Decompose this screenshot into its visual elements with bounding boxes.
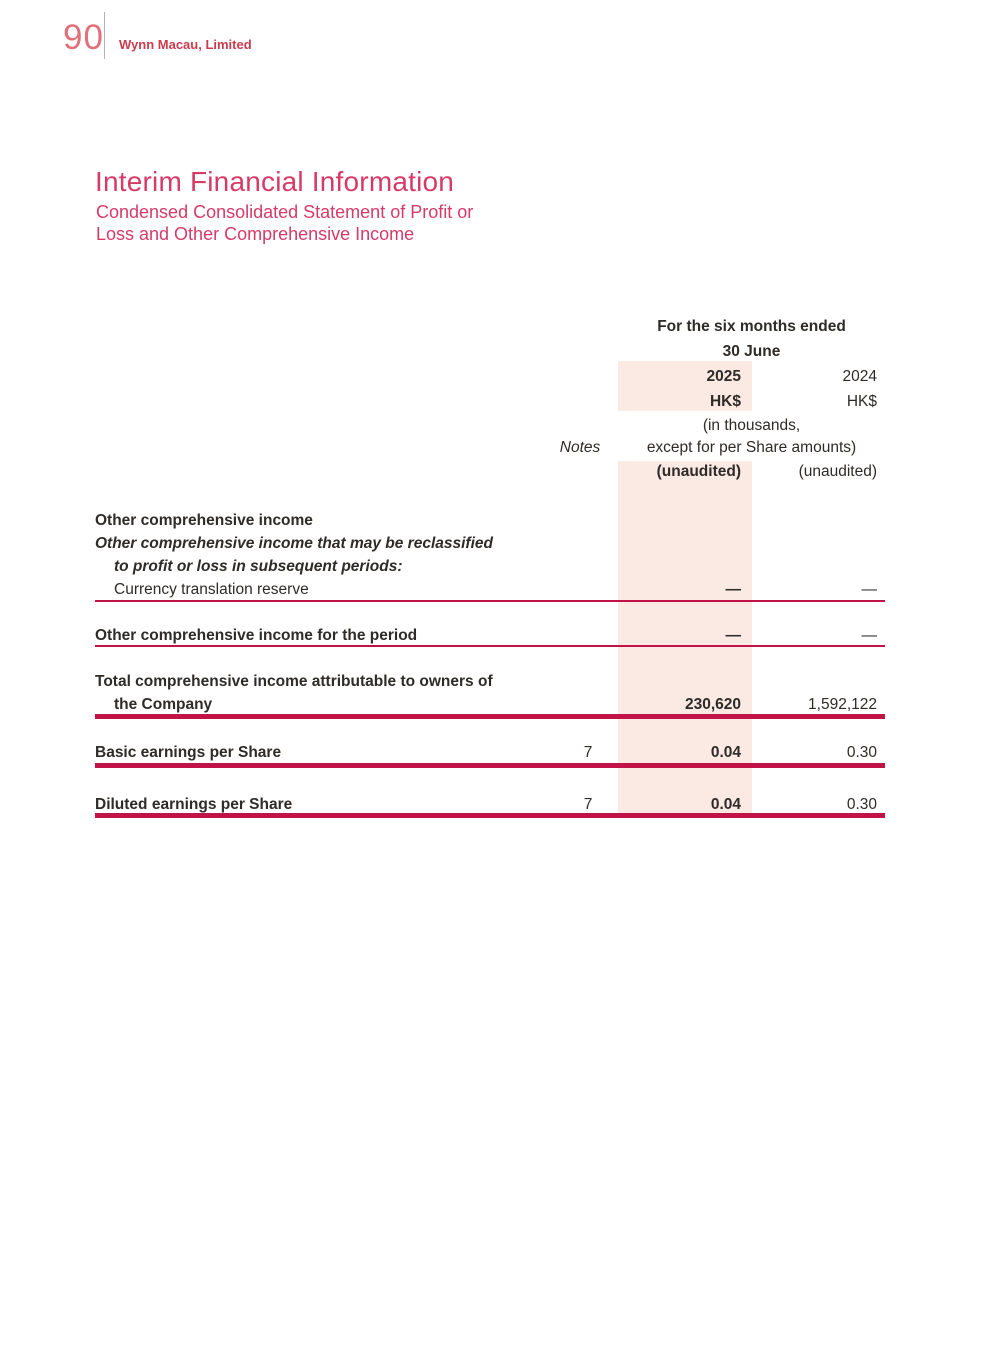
header-units-line2: except for per Share amounts) [646,439,857,456]
header-audit-2025: (unaudited) [656,463,741,480]
value-2024-basic-eps: 0.30 [846,744,877,761]
header-audit-2024: (unaudited) [798,463,877,480]
value-2025-basic-eps: 0.04 [710,744,741,761]
table-row [95,627,885,644]
rule-under-total-comprehensive [95,714,885,719]
header-currency-row [95,393,885,410]
table-row [95,581,885,598]
row-label-total-comprehensive-line1: Total comprehensive income attributable to owners of [95,673,493,690]
row-label-reclassified-line2: to profit or loss in subsequent periods: [114,558,403,575]
header-year-2024: 2024 [842,368,877,385]
rule-under-basic-eps [95,763,885,768]
page-number: 90 [63,18,104,57]
table-row [95,558,885,575]
row-label-diluted-eps: Diluted earnings per Share [95,796,293,813]
header-period-line2: 30 June [722,343,781,360]
header-year-2025: 2025 [706,368,741,385]
rule-under-oci-period [95,645,885,647]
table-row [95,744,885,761]
row-label-oci-period: Other comprehensive income for the period [95,627,418,644]
note-basic-eps: 7 [583,744,593,761]
page-title: Interim Financial Information [95,166,455,197]
row-label-total-comprehensive-line2: the Company [114,696,213,713]
row-label-reclassified-line1: Other comprehensive income that may be reclassified [95,535,493,552]
header-units-line1: (in thousands, [702,417,801,434]
value-2024-diluted-eps: 0.30 [846,796,877,813]
header-audit-row [95,463,885,480]
header-currency-2025: HK$ [709,393,741,410]
table-row [95,512,885,529]
page-subtitle-line1: Condensed Consolidated Statement of Profit or [96,202,474,222]
table-row [95,535,885,552]
header-notes-label: Notes [559,439,601,456]
value-2025-total-comprehensive: 230,620 [684,696,741,713]
table-row [95,673,885,690]
row-label-currency-translation: Currency translation reserve [114,581,309,598]
value-2024-oci-period: — [861,627,877,644]
value-2024-total-comprehensive: 1,592,122 [808,696,877,713]
table-row [95,696,885,713]
company-name: Wynn Macau, Limited [119,37,252,52]
value-2025-diluted-eps: 0.04 [710,796,741,813]
header-period-line1: For the six months ended [657,318,846,335]
page-subtitle [96,201,473,245]
rule-under-currency-translation [95,600,885,602]
brand-divider [104,12,105,59]
header-currency-2024: HK$ [846,393,877,410]
value-2025-currency-translation: — [725,581,741,598]
row-label-oci-section: Other comprehensive income [95,512,313,529]
page-subtitle-line2: Loss and Other Comprehensive Income [96,224,415,244]
table-row [95,796,885,813]
row-label-basic-eps: Basic earnings per Share [95,744,282,761]
note-diluted-eps: 7 [583,796,593,813]
value-2025-oci-period: — [725,627,741,644]
header-year-row [95,368,885,385]
value-2024-currency-translation: — [861,581,877,598]
rule-under-diluted-eps [95,813,885,818]
